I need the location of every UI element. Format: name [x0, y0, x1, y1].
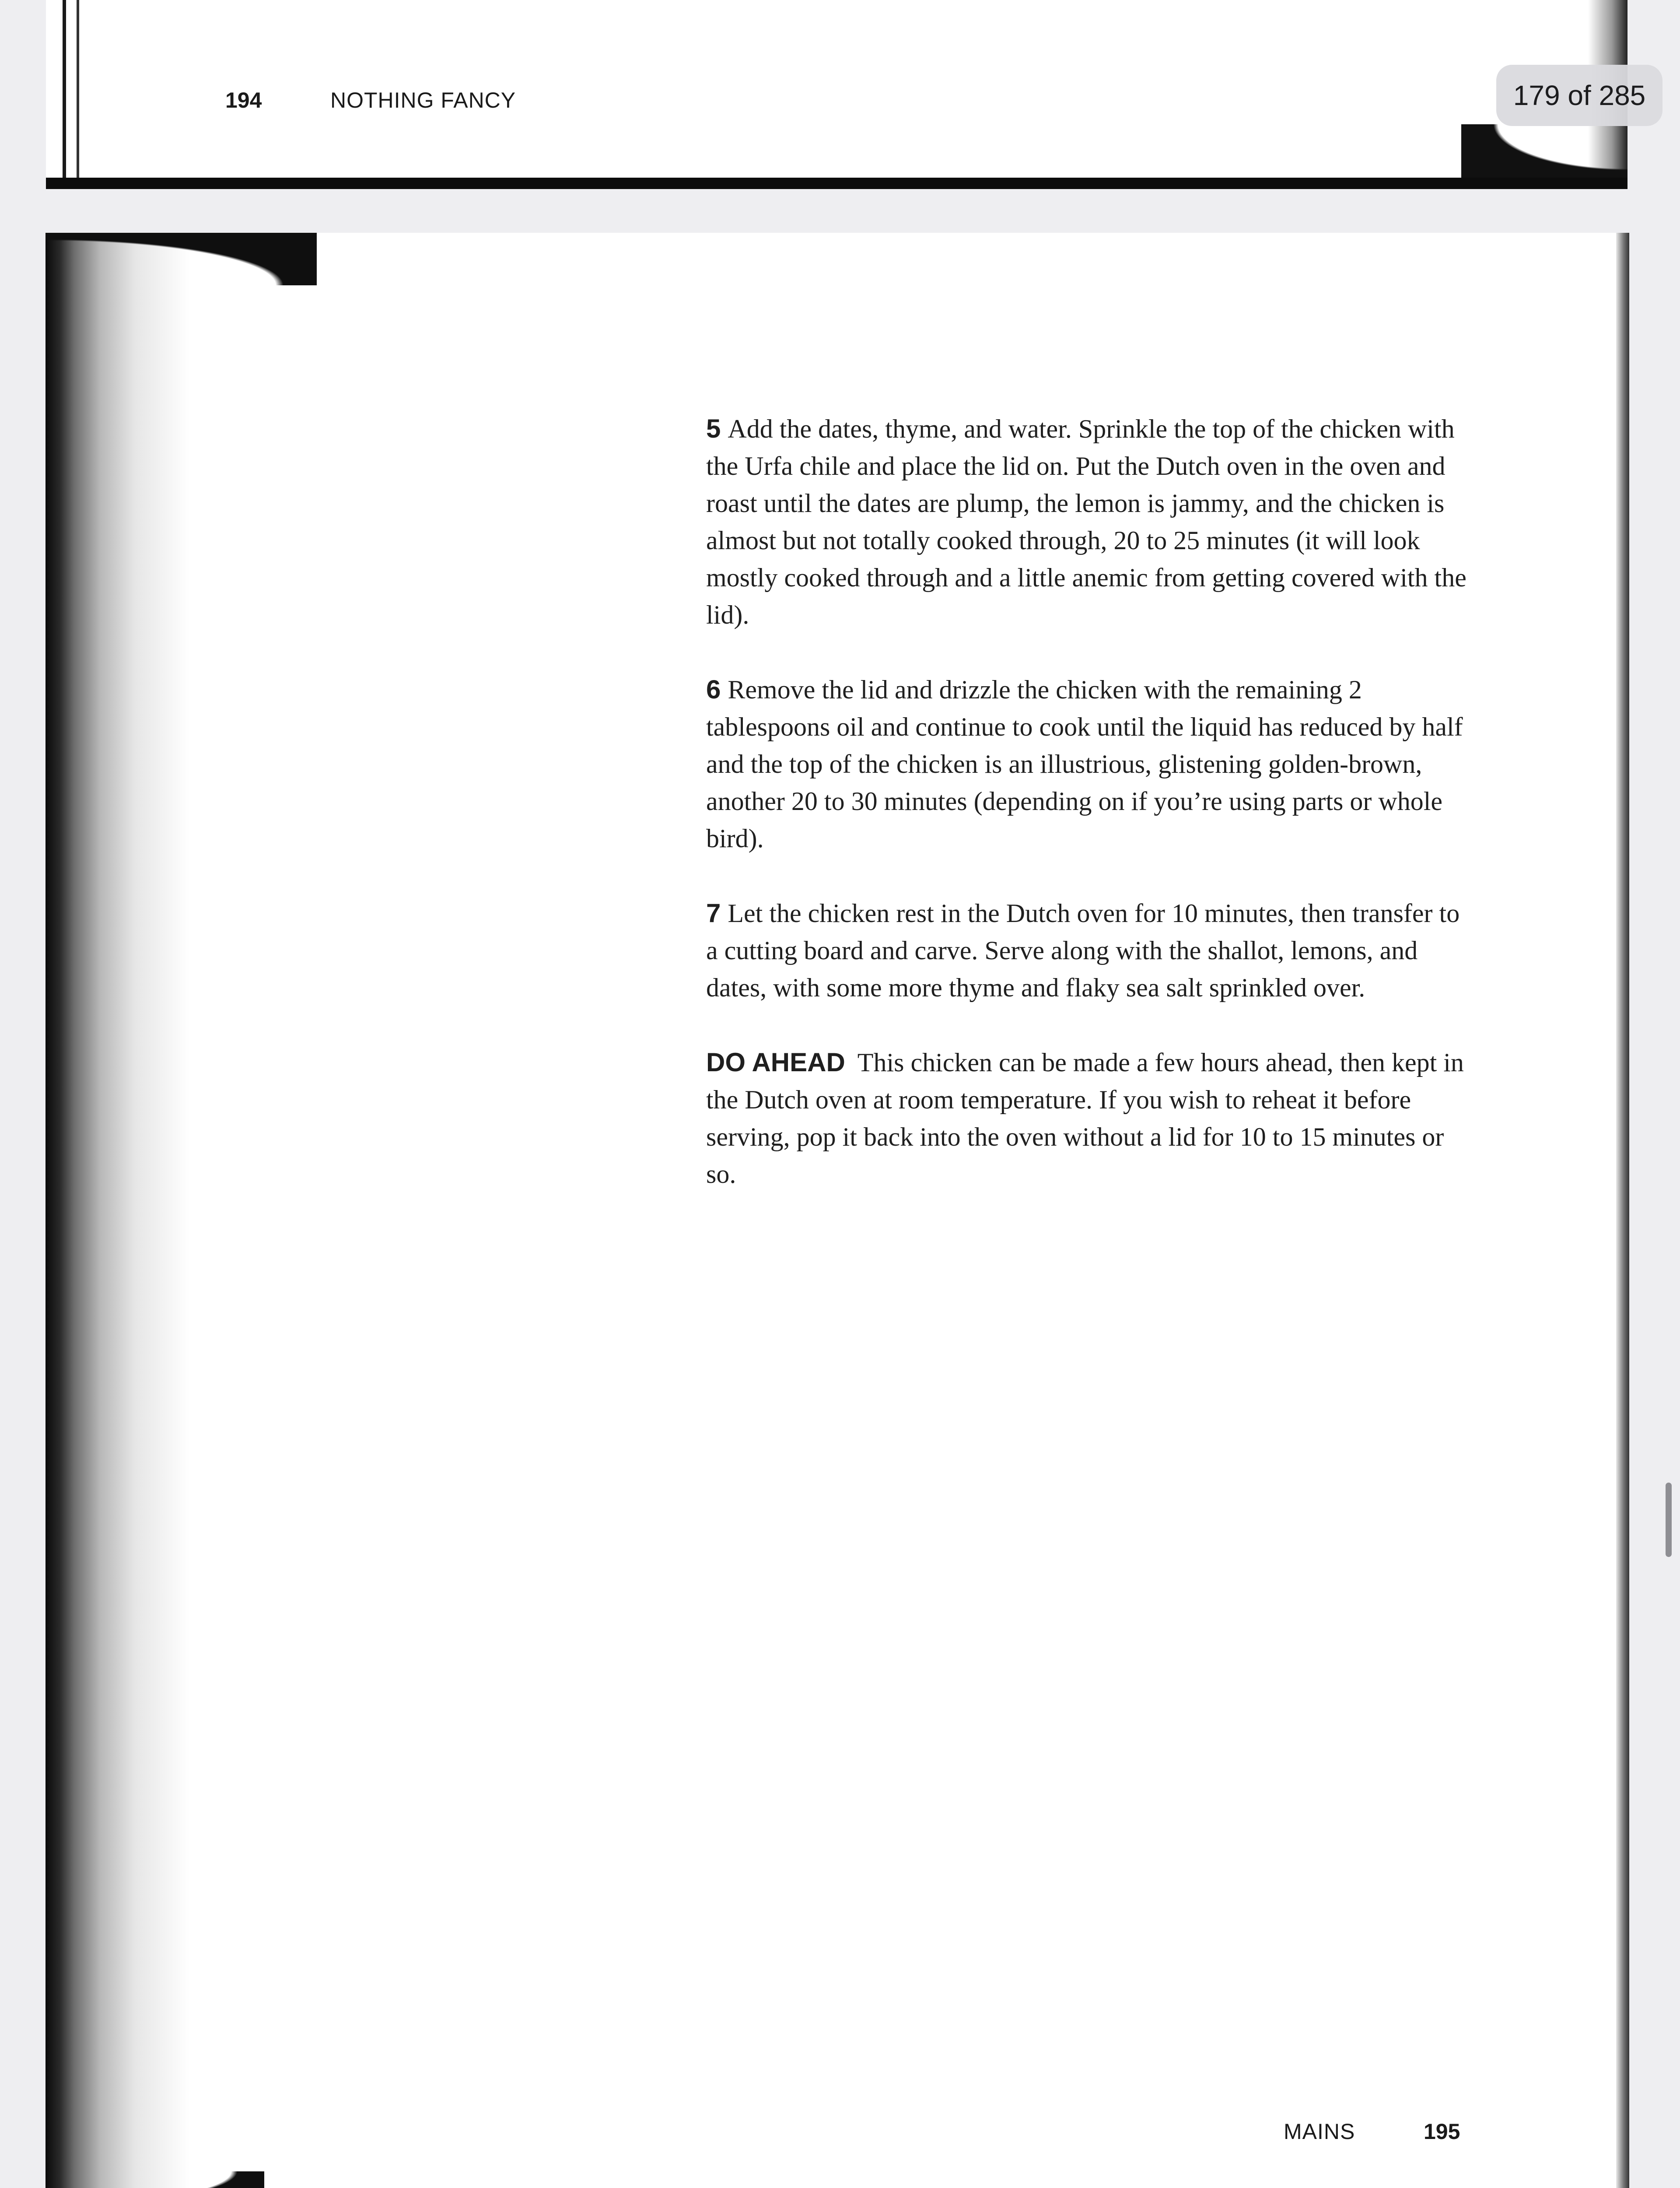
page-number: 194	[225, 88, 262, 112]
page-edge-shadow	[46, 178, 1628, 189]
do-ahead-label: DO AHEAD	[706, 1048, 845, 1077]
step-text: Remove the lid and drizzle the chicken with the remaining 2 tablespoons oil and continue to cook until the liquid has reduced by half and the top of the chicken is an illustrious, glistening golden-brown, another 20 to 30 minutes (depending on if you’re using parts or whole bird).	[706, 675, 1463, 853]
recipe-step	[706, 410, 1476, 634]
step-number: 5	[706, 414, 721, 443]
running-head: NOTHING FANCY	[330, 88, 516, 112]
page-edge-shadow	[1616, 233, 1629, 2188]
recipe-text	[706, 410, 1476, 1230]
page-number: 195	[1424, 2119, 1460, 2144]
step-text: Let the chicken rest in the Dutch oven for 10 minutes, then transfer to a cutting board and carve. Serve along with the shallot, lemons, and dates, with some more thyme and flaky sea salt sprinkled over.	[706, 899, 1460, 1002]
page-edge-shadow	[77, 0, 79, 189]
step-number: 6	[706, 675, 721, 704]
page-edge-shadow	[63, 0, 66, 189]
previous-page[interactable]	[46, 0, 1628, 189]
recipe-step	[706, 671, 1476, 857]
recipe-step	[706, 894, 1476, 1006]
page-counter: 179 of 285	[1496, 65, 1662, 126]
do-ahead-note	[706, 1044, 1476, 1193]
page-curl	[46, 233, 317, 285]
current-page[interactable]	[46, 233, 1629, 2188]
page-spine-shadow	[46, 233, 190, 2188]
do-ahead-text: This chicken can be made a few hours ahead, then kept in the Dutch oven at room temperature. If you wish to reheat it before serving, pop it back into the oven without a lid for 10 to 15 minutes or so.	[706, 1048, 1464, 1189]
page-curl	[1461, 124, 1628, 181]
step-text: Add the dates, thyme, and water. Sprinkle the top of the chicken with the Urfa chile and place the lid on. Put the Dutch oven in the oven and roast until the dates are plump, the lemon is jammy, and the chicken is almost but not totally cooked through, 20 to 25 minutes (it will look mostly cooked through and a little anemic from getting covered with the lid).	[706, 414, 1466, 629]
scrollbar[interactable]	[1666, 1483, 1672, 1557]
page-curl	[46, 2171, 264, 2188]
step-number: 7	[706, 898, 721, 928]
running-foot: MAINS	[1284, 2119, 1355, 2144]
